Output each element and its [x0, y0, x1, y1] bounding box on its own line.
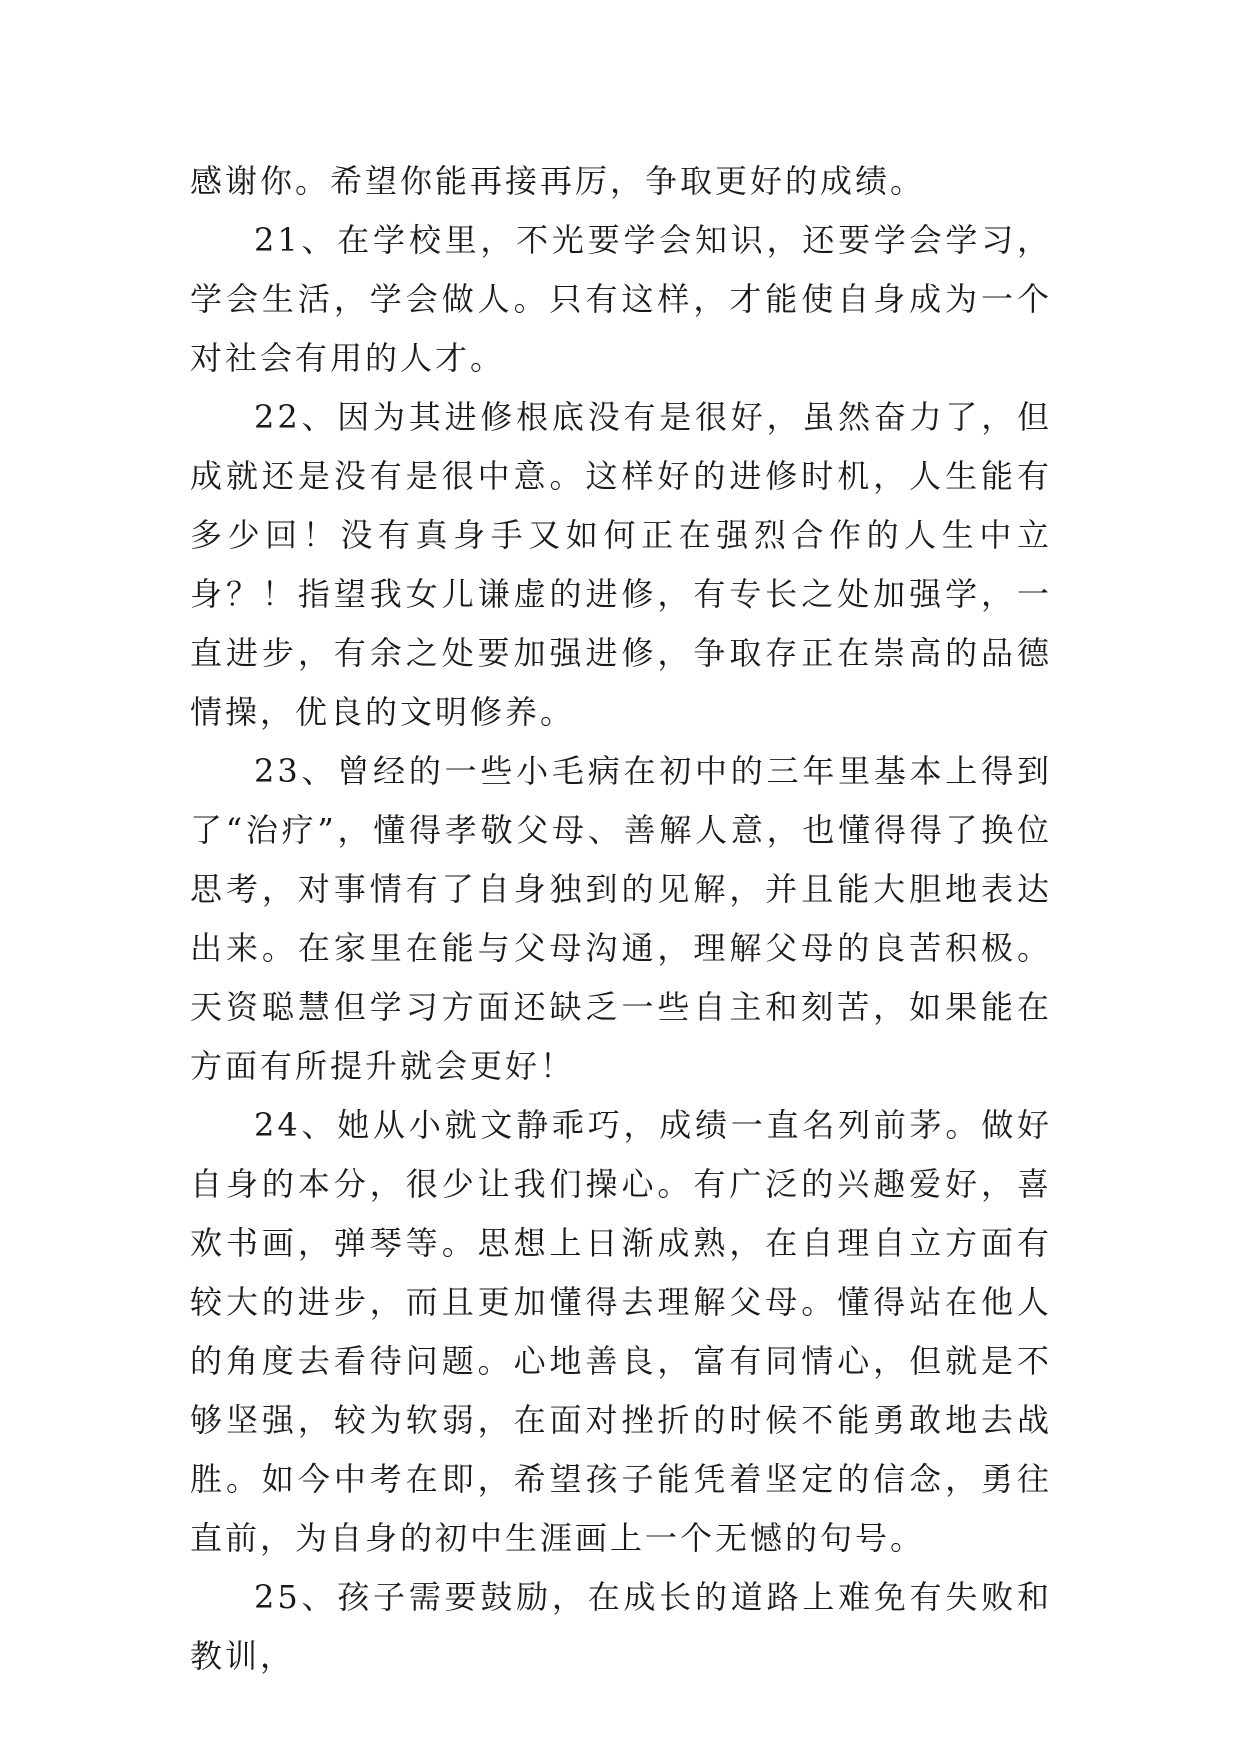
paragraph-item-24: 24、她从小就文静乖巧，成绩一直名列前茅。做好自身的本分，很少让我们操心。有广泛的兴趣爱好，喜欢书画，弹琴等。思想上日渐成熟，在自理自立方面有较大的进步，而且更加懂得去理解父母。懂得站在他人的角度去看待问题。心地善良，富有同情心，但就是不够坚强，较为软弱，在面对挫折的时候不能勇敢地去战胜。如今中考在即，希望孩子能凭着坚定的信念，勇往直前，为自身的初中生涯画上一个无憾的句号。: [190, 1106, 1052, 1557]
document-body: [190, 152, 1052, 1686]
paragraph-continuation: 感谢你。希望你能再接再厉，争取更好的成绩。: [190, 162, 926, 200]
paragraph-item-22: 22、因为其进修根底没有是很好，虽然奋力了，但成就还是没有是很中意。这样好的进修时机，人生能有多少回！没有真身手又如何正在强烈合作的人生中立身？！指望我女儿谦虚的进修，有专长之处加强学，一直进步，有余之处要加强进修，争取存正在崇高的品德情操，优良的文明修养。: [190, 398, 1052, 731]
paragraph-item-25: 25、孩子需要鼓励，在成长的道路上难免有失败和教训，: [190, 1578, 1052, 1675]
paragraph-item-23: 23、曾经的一些小毛病在初中的三年里基本上得到了“治疗”，懂得孝敬父母、善解人意，也懂得得了换位思考，对事情有了自身独到的见解，并且能大胆地表达出来。在家里在能与父母沟通，理解父母的良苦积极。天资聪慧但学习方面还缺乏一些自主和刻苦，如果能在方面有所提升就会更好！: [190, 752, 1052, 1085]
paragraph-item-21: 21、在学校里，不光要学会知识，还要学会学习，学会生活，学会做人。只有这样，才能使自身成为一个对社会有用的人才。: [190, 221, 1052, 377]
